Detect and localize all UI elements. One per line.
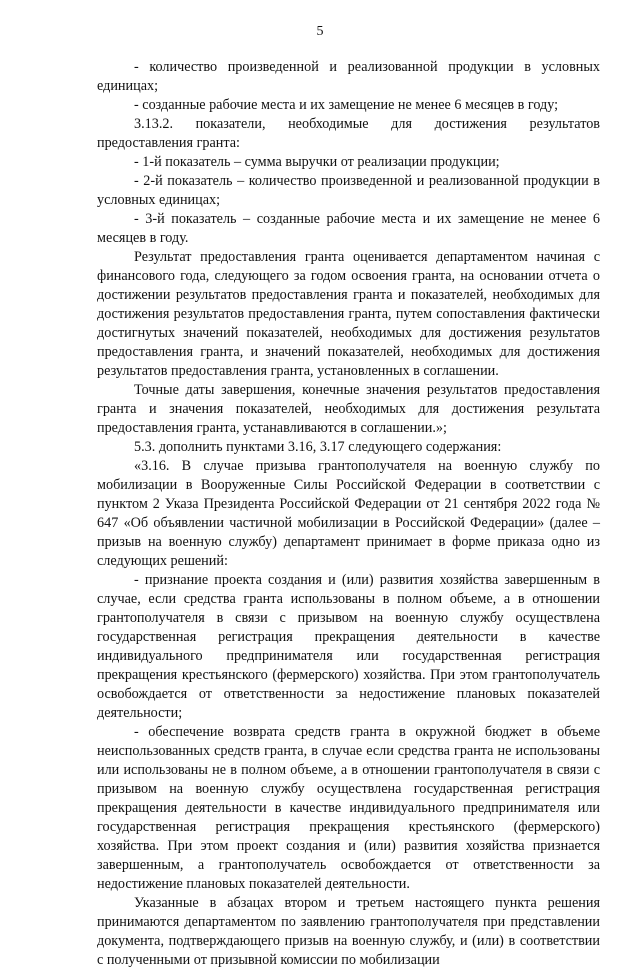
paragraph-completion-dates: Точные даты завершения, конечные значения результатов предоставления гранта и значения показателей, необходимых для достижения результата предоставления гранта, устанавливаются в соглашении.»; [97,382,600,436]
paragraph-decision-refund: - обеспечение возврата средств гранта в окружной бюджет в объеме неиспользованных средств гранта, в случае если средства гранта не использованы или использованы не в полном объеме, а в отношении грантополучателя в связи с призывом на военную службу осуществлена государственная регистрация прекращения деятельности в качестве индивидуального предпринимателя или государственная регистрация прекращения крестьянского (фермерского) хозяйства. При этом проект создания и (или) развития хозяйства признается завершенным, а грантополучатель освобождается от ответственности за недостижение плановых показателей деятельности. [97,724,600,892]
paragraph-clause-3-16: «3.16. В случае призыва грантополучателя на военную службу по мобилизации в Вооруженные Силы Российской Федерации в соответствии с пунктом 2 Указа Президента Российской Федерации от 21 сентября 2022 года № 647 «Об объявлении частичной мобилизации в Российской Федерации» (далее – призыв на военную службу) департамент принимает в форме приказа одно из следующих решений: [97,458,600,569]
page-number: 5 [316,24,324,39]
paragraph-indicator-3: - 3-й показатель – созданные рабочие места и их замещение не менее 6 месяцев в году. [97,211,600,246]
paragraph-indicator-2: - 2-й показатель – количество произведенной и реализованной продукции в условных единицах; [97,173,600,208]
paragraph-jobs-indicator: - созданные рабочие места и их замещение не менее 6 месяцев в году; [134,97,559,113]
paragraph-decision-completion: - признание проекта создания и (или) развития хозяйства завершенным в случае, если средства гранта использованы в полном объеме, а в отношении грантополучателя в связи с призывом на военную службу осуществлена государственная регистрация прекращения деятельности в качестве индивидуального предпринимателя или государственная регистрация прекращения крестьянского (фермерского) хозяйства. При этом грантополучатель освобождается от ответственности за недостижение плановых показателей деятельности; [97,572,600,721]
paragraph-indicator-1: - 1-й показатель – сумма выручки от реализации продукции; [134,154,500,170]
paragraph-clause-5-3: 5.3. дополнить пунктами 3.16, 3.17 следующего содержания: [134,439,502,455]
paragraph-units-indicator: - количество произведенной и реализованной продукции в условных единицах; [97,59,600,94]
paragraph-clause-3-13-2: 3.13.2. показатели, необходимые для достижения результатов предоставления гранта: [97,116,600,151]
document-body [97,58,600,970]
paragraph-decisions-basis: Указанные в абзацах втором и третьем настоящего пункта решения принимаются департаментом по заявлению грантополучателя при представлении документа, подтверждающего призыв на военную службу, и (или) в соответствии с полученными от призывной комиссии по мобилизации [97,895,600,968]
paragraph-result-evaluation: Результат предоставления гранта оценивается департаментом начиная с финансового года, следующего за годом освоения гранта, на основании отчета о достижении результатов предоставления гранта и показателей, необходимых для достижения результатов предоставления гранта, путем сопоставления фактически достигнутых значений показателей, необходимых для достижения результатов предоставления гранта, и значений показателей, необходимых для достижения результатов предоставления гранта, установленных в соглашении. [97,249,600,379]
